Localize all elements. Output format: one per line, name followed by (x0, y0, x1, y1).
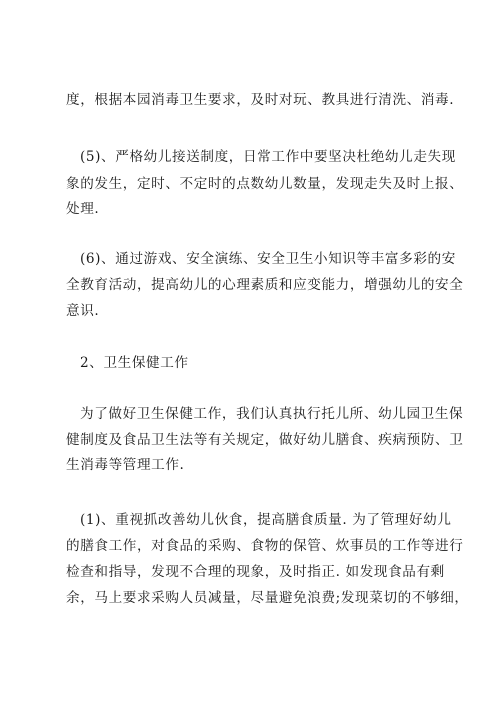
paragraph-line: 的膳食工作，对食品的采购、食物的保管、炊事员的工作等进行 (66, 538, 464, 554)
paragraph-line: 健制度及食品卫生法等有关规定，做好幼儿膳食、疾病预防、卫 (66, 432, 464, 448)
paragraph-line: 象的发生，定时、不定时的点数幼儿数量，发现走失及时上报、 (66, 176, 464, 192)
paragraph-line: 意识. (66, 303, 100, 319)
paragraph-line: (1)、重视抓改善幼儿伙食，提高膳食质量. 为了管理好幼儿 (80, 512, 452, 528)
section-heading: 2、卫生保健工作 (80, 355, 189, 371)
paragraph-line: (6)、通过游戏、安全演练、安全卫生小知识等丰富多彩的安 (80, 251, 456, 267)
paragraph-line: 为了做好卫生保健工作，我们认真执行托儿所、幼儿园卫生保 (80, 406, 464, 422)
paragraph-line: 余，马上要求采购人员减量，尽量避免浪费;发现菜切的不够细， (66, 590, 469, 606)
paragraph-line: 生消毒等管理工作. (66, 457, 185, 473)
paragraph-line: 度，根据本园消毒卫生要求，及时对玩、教具进行清洗、消毒. (66, 92, 455, 108)
paragraph-line: 处理. (66, 201, 100, 217)
paragraph-line: (5)、严格幼儿接送制度，日常工作中要坚决杜绝幼儿走失现 (80, 149, 456, 165)
paragraph-line: 全教育活动，提高幼儿的心理素质和应变能力，增强幼儿的安全 (66, 277, 464, 293)
paragraph-line: 检查和指导，发现不合理的现象，及时指正. 如发现食品有剩 (66, 564, 445, 580)
